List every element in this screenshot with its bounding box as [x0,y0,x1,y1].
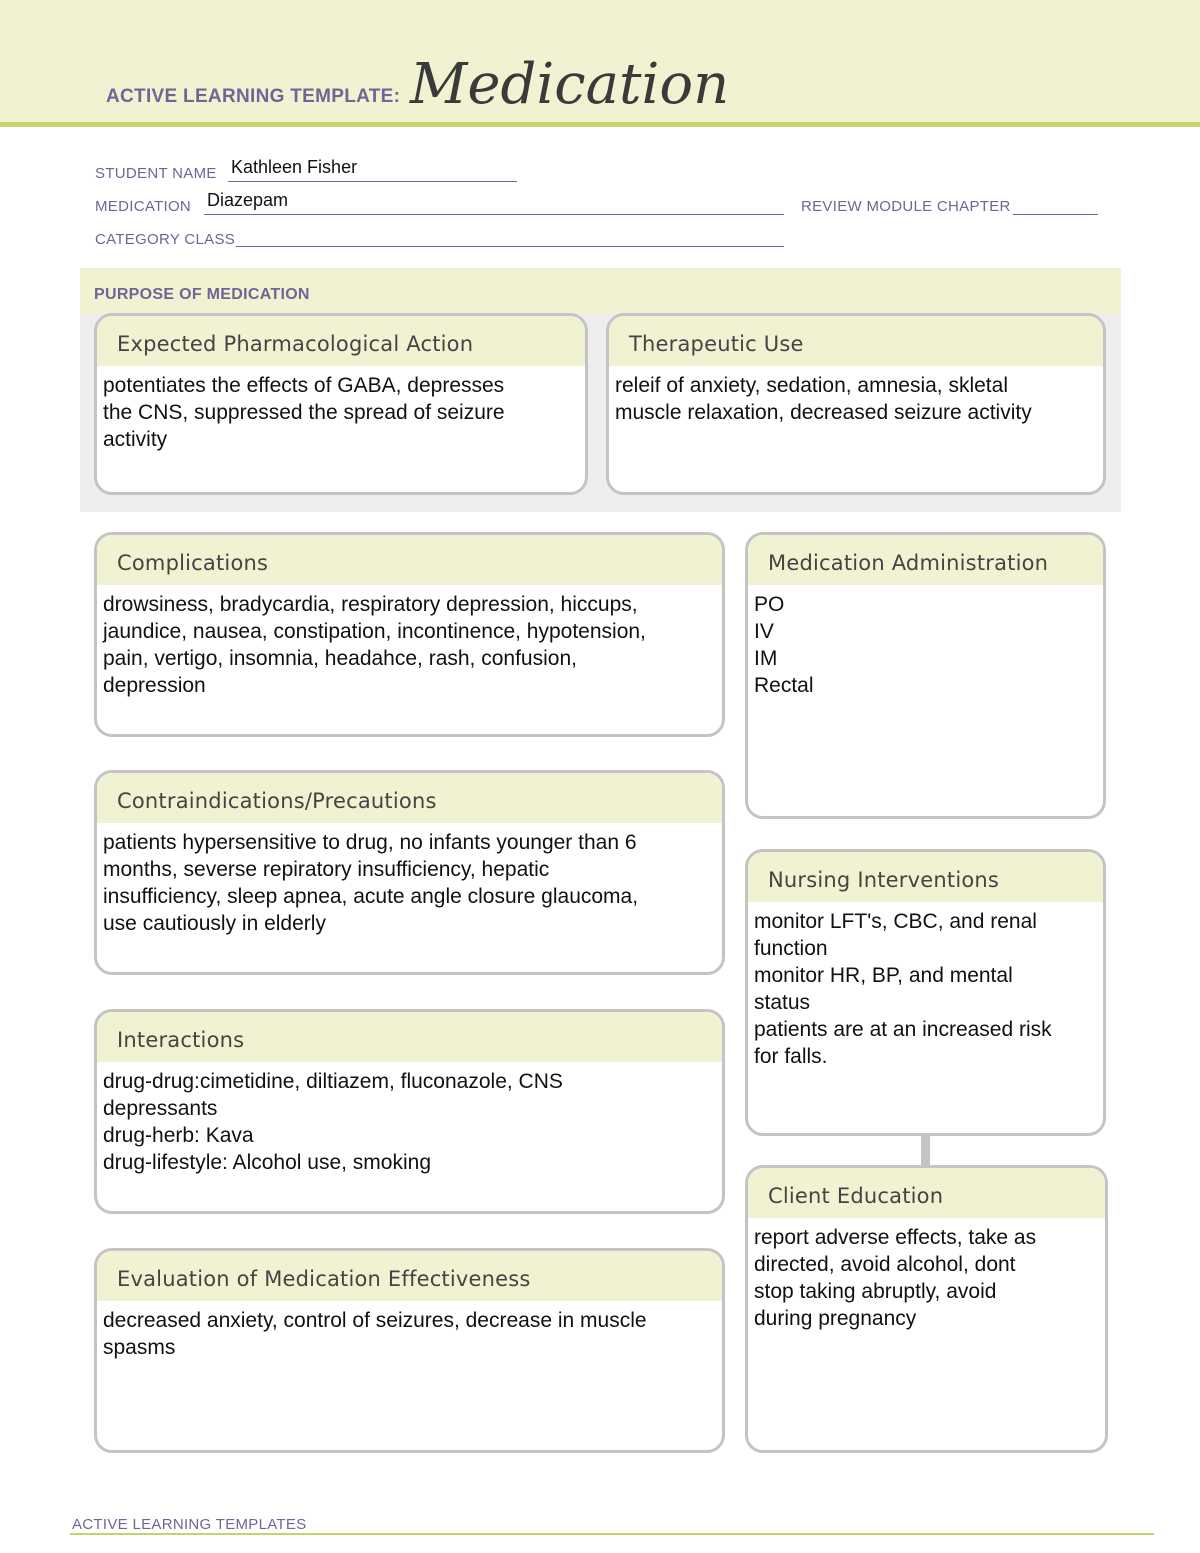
medication-administration-title: Medication Administration [748,535,1103,585]
review-module-line [1013,214,1098,215]
therapeutic-use-text[interactable]: releif of anxiety, sedation, amnesia, skletal muscle relaxation, decreased seizure activity [615,374,1032,424]
nursing-interventions-title: Nursing Interventions [748,852,1103,902]
purpose-label: PURPOSE OF MEDICATION [94,286,310,303]
medication-administration-text[interactable]: PO IV IM Rectal [754,593,814,697]
category-class-label: CATEGORY CLASS [95,231,236,248]
medication-field[interactable]: Diazepam [207,190,289,210]
complications-title: Complications [97,535,722,585]
template-label: ACTIVE LEARNING TEMPLATE: [106,86,401,107]
expected-action-box [94,313,588,495]
therapeutic-use-title: Therapeutic Use [609,316,1103,366]
client-education-box [745,1165,1108,1453]
client-education-title: Client Education [748,1168,1105,1218]
student-name-label: STUDENT NAME [95,165,217,182]
evaluation-title: Evaluation of Medication Effectiveness [97,1251,722,1301]
medication-line [204,214,784,215]
medication-label: MEDICATION [95,198,192,215]
medication-administration-box [745,532,1106,819]
complications-box [94,532,725,737]
complications-text[interactable]: drowsiness, bradycardia, respiratory depression, hiccups, jaundice, nausea, constipation, incontinence, hypotension, pain, vertigo, insomnia, headahce, rash, confusion, depression [103,593,646,697]
review-module-label: REVIEW MODULE CHAPTER [801,198,1011,215]
interactions-text[interactable]: drug-drug:cimetidine, diltiazem, fluconazole, CNS depressants drug-herb: Kava drug-lifestyle: Alcohol use, smoking [103,1070,563,1174]
contraindications-title: Contraindications/Precautions [97,773,722,823]
expected-action-text[interactable]: potentiates the effects of GABA, depresses the CNS, suppressed the spread of seizure activity [103,374,505,451]
interactions-box [94,1009,725,1214]
footer-divider [70,1533,1154,1535]
therapeutic-use-box [606,313,1106,495]
student-name-field[interactable]: Kathleen Fisher [231,157,358,177]
contraindications-box [94,770,725,975]
evaluation-box [94,1248,725,1453]
client-education-text[interactable]: report adverse effects, take as directed, avoid alcohol, dont stop taking abruptly, avoid during pregnancy [754,1226,1037,1330]
student-name-line [228,181,517,182]
header-divider [0,122,1200,127]
category-class-line [236,246,784,247]
contraindications-text[interactable]: patients hypersensitive to drug, no infants younger than 6 months, severse repiratory insufficiency, hepatic insufficiency, sleep apnea, acute angle closure glaucoma, use cautiously in elderly [103,831,639,935]
nursing-interventions-text[interactable]: monitor LFT's, CBC, and renal function monitor HR, BP, and mental status patients are at an increased risk for falls. [754,910,1052,1068]
footer-label: ACTIVE LEARNING TEMPLATES [72,1516,307,1533]
expected-action-title: Expected Pharmacological Action [97,316,585,366]
nursing-interventions-box [745,849,1106,1136]
box-connector [921,1134,930,1165]
evaluation-text[interactable]: decreased anxiety, control of seizures, decrease in muscle spasms [103,1309,647,1359]
interactions-title: Interactions [97,1012,722,1062]
template-title: Medication [410,52,730,117]
